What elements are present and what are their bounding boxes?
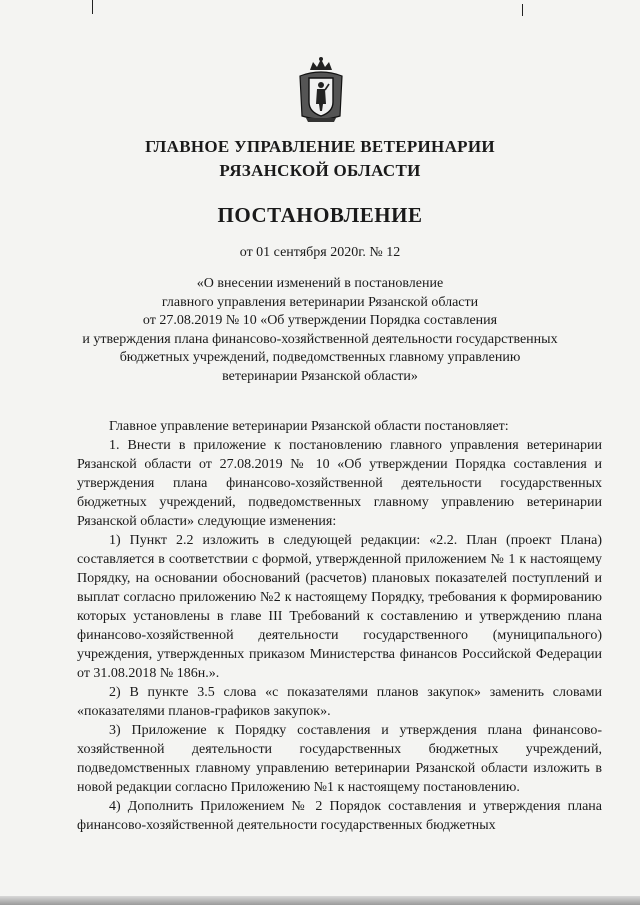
body-paragraph-1: 1. Внести в приложение к постановлению главного управления ветеринарии Рязанской области от 27.08.2019 № 10 «Об утверждении Порядка составления и утверждения плана финансово-хозяйственной деятельности государственных бюджетных учреждений, подведомственных главному управлению ветеринарии Рязанской области» следующие изменения:: [77, 438, 602, 529]
body-subparagraph-4: 4) Дополнить Приложением № 2 Порядок составления и утверждения плана финансово-хозяйственной деятельности государственных бюджетных: [77, 799, 602, 833]
body-subparagraph-2: 2) В пункте 3.5 слова «с показателями планов закупок» заменить словами «показателями планов-графиков закупок».: [77, 685, 602, 719]
subject-line: бюджетных учреждений, подведомственных главному управлению: [119, 350, 521, 365]
org-name-line2: РЯЗАНСКОЙ ОБЛАСТИ: [219, 161, 421, 180]
subject-line: «О внесении изменений в постановление: [196, 276, 444, 291]
document-date-number: от 01 сентября 2020г. № 12: [239, 245, 401, 260]
subject-line: от 27.08.2019 № 10 «Об утверждении Порядка составления: [142, 313, 498, 328]
body-subparagraph-1: 1) Пункт 2.2 изложить в следующей редакции: «2.2. План (проект Плана) составляется в соответствии с формой, утвержденной приложением № 1 к настоящему Порядку, на основании обоснований (расчетов) плановых показателей поступлений и выплат согласно приложению №2 к настоящему Порядку, требования к формированию которых установлены в главе III Требований к составлению и утверждению плана финансово-хозяйственной деятельности государственного (муниципального) учреждения, утвержденных приказом Министерства финансов Российской Федерации от 31.08.2018 № 186н.».: [77, 533, 602, 681]
scan-artifact: [92, 0, 93, 14]
subject-line: ветеринарии Рязанской области»: [222, 368, 418, 384]
subject-line: и утверждения плана финансово-хозяйственной деятельности государственных: [82, 331, 558, 347]
document-body: [77, 417, 602, 835]
document-subject: [0, 275, 640, 386]
body-subparagraph-3: 3) Приложение к Порядку составления и утверждения плана финансово-хозяйственной деятельности государственных бюджетных учреждений, подведомственных главному управлению ветеринарии Рязанской области изложить в новой редакции согласно Приложению №1 к настоящему постановлению.: [77, 723, 602, 795]
subject-line: главного управления ветеринарии Рязанской области: [161, 294, 479, 310]
coat-of-arms-emblem: [296, 56, 346, 124]
org-name-line1: ГЛАВНОЕ УПРАВЛЕНИЕ ВЕТЕРИНАРИИ: [145, 137, 495, 156]
document-type-title: ПОСТАНОВЛЕНИЕ: [217, 203, 423, 227]
scan-bottom-edge: [0, 896, 640, 905]
scan-artifact: [522, 4, 523, 16]
body-intro: Главное управление ветеринарии Рязанской области постановляет:: [109, 419, 509, 434]
